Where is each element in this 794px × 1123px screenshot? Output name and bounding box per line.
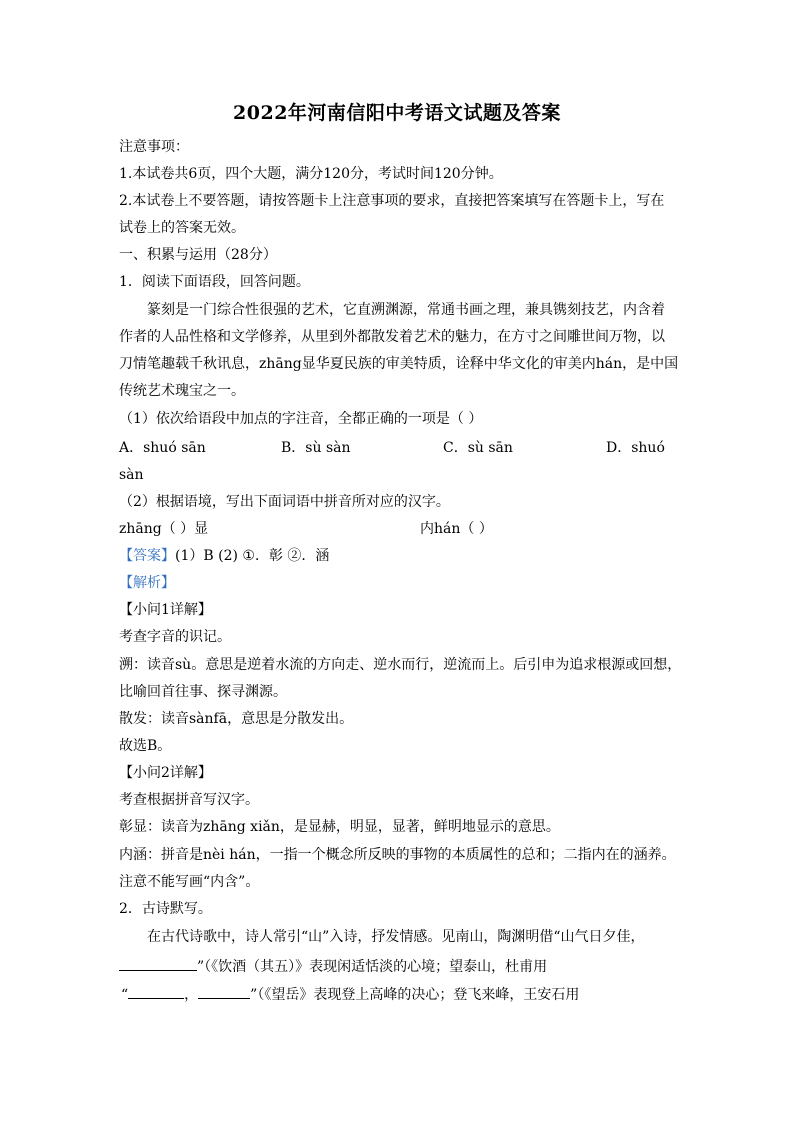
explanation-line: 注意不能写画“内含”。 <box>119 874 260 890</box>
analysis-label: 【解析】 <box>119 575 175 591</box>
answer-label: 【答案】 <box>119 548 175 564</box>
option-d: D．shuó <box>606 440 665 456</box>
poem-passage-line <box>121 984 579 1004</box>
passage-line: 篆刻是一门综合性很强的艺术，它直溯渊源，常通书画之理，兼具镌刻技艺，内含着 <box>147 302 665 318</box>
explanation-line: 考查根据拼音写汉字。 <box>119 792 259 808</box>
explanation-line: 溯：读音sù。意思是逆着水流的方向走、逆水而行，逆流而上。后引申为追求根源或回想， <box>119 657 682 673</box>
answer-blank <box>119 956 197 971</box>
notice-item-2: 2.本试卷上不要答题，请按答题卡上注意事项的要求，直接把答案填写在答题卡上，写在 <box>119 193 665 209</box>
notice-item-1: 1.本试卷共6页，四个大题，满分120分，考试时间120分钟。 <box>119 166 503 182</box>
passage-line: 作者的人品性格和文学修养，从里到外都散发着艺术的魅力，在方寸之间雕世间万物，以 <box>119 329 665 345</box>
explanation-line: 故选B。 <box>119 738 172 754</box>
option-d-cont: sàn <box>119 467 144 483</box>
explanation-line: 彰显：读音为zhāng xiǎn，是显赫，明显，显著，鲜明地显示的意思。 <box>119 819 560 835</box>
answer-line <box>119 547 329 565</box>
sub-question-2-label: 【小问2详解】 <box>119 765 212 781</box>
answer-blank <box>198 984 250 999</box>
question-1-part-2: （2）根据语境，写出下面词语中拼音所对应的汉字。 <box>119 494 450 510</box>
option-c: C．sù sān <box>443 440 513 456</box>
explanation-line: 考查字音的识记。 <box>119 629 231 645</box>
poem-passage-line: 在古代诗歌中，诗人常引“山”入诗，抒发情感。见南山，陶渊明借“山气日夕佳， <box>147 929 645 945</box>
answer-blank <box>128 984 184 999</box>
question-2-stem: 2．古诗默写。 <box>119 901 212 917</box>
fill-item-1: zhāng（ ）显 <box>119 521 209 537</box>
notice-item-2-cont: 试卷上的答案无效。 <box>119 220 245 236</box>
notice-heading: 注意事项： <box>119 139 189 155</box>
answer-text: (1）B (2) ①．彰 ②．涵 <box>175 548 330 564</box>
explanation-line: 散发：读音sànfā，意思是分散发出。 <box>119 711 354 727</box>
question-1-part-1: （1）依次给语段中加点的字注音，全都正确的一项是（ ） <box>119 411 483 427</box>
poem-passage-line <box>119 956 547 976</box>
fill-item-2: 内hán（ ） <box>420 521 493 537</box>
sub-question-1-label: 【小问1详解】 <box>119 602 212 618</box>
section-heading: 一、积累与运用（28分） <box>119 247 277 263</box>
passage-line: 传统艺术瑰宝之一。 <box>119 383 245 399</box>
poem-passage-text: ， <box>184 987 199 1003</box>
document-title: 2022年河南信阳中考语文试题及答案 <box>233 102 561 124</box>
option-b: B．sù sàn <box>281 440 351 456</box>
explanation-line: 内涵：拼音是nèi hán，一指一个概念所反映的事物的本质属性的总和；二指内在的涵养。 <box>119 847 676 863</box>
explanation-line: 比喻回首往事、探寻渊源。 <box>119 684 287 700</box>
option-a: A．shuó sān <box>119 440 206 456</box>
poem-passage-text: ”（《饮酒（其五）》表现闲适恬淡的心境；望泰山，杜甫用 <box>197 959 548 975</box>
passage-line: 刀情笔趣载千秋讯息，zhāng显华夏民族的审美特质，诠释中华文化的审美内hán，是中国 <box>119 356 679 372</box>
poem-passage-text: “ <box>121 987 129 1003</box>
question-1-stem: 1．阅读下面语段，回答问题。 <box>119 274 310 290</box>
poem-passage-text: ”（《望岳》表现登上高峰的决心；登飞来峰，王安石用 <box>250 987 580 1003</box>
